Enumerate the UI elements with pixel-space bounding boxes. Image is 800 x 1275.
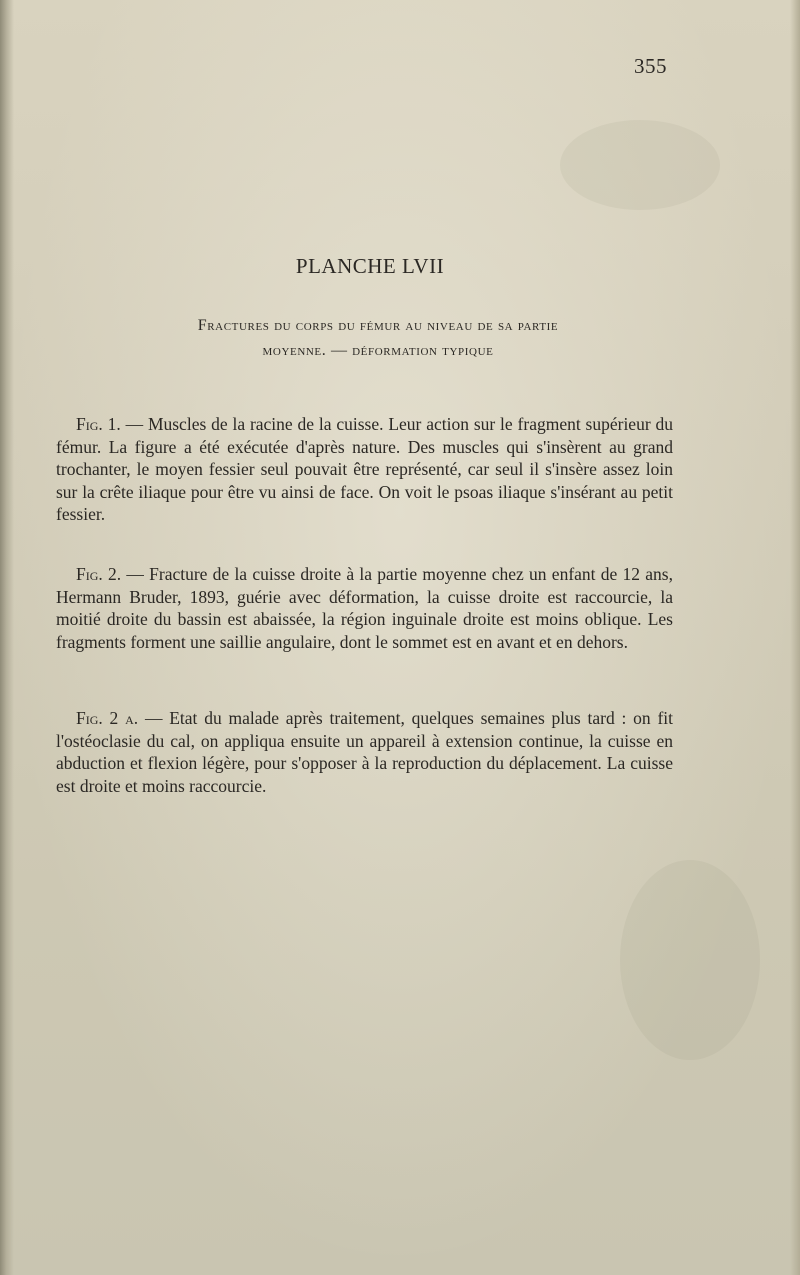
figure-caption-2 bbox=[56, 563, 673, 653]
paper-stain bbox=[560, 120, 720, 210]
caption-text: — Fracture de la cuisse droite à la partie moyenne chez un enfant de 12 ans, Hermann Bruder, 1893, guérie avec déformation, la cuisse droite est raccourcie, la moitié droite du bassin est abaissée, la région inguinale droite est moins oblique. Les fragments forment une saillie angulaire, dont le sommet est en avant et en dehors. bbox=[56, 564, 673, 652]
subtitle-line-1: Fractures du corps du fémur au niveau de sa partie bbox=[197, 317, 559, 334]
caption-text: — Muscles de la racine de la cuisse. Leur action sur le fragment supérieur du fémur. La figure a été exécutée d'après nature. Des muscles qui s'insèrent au grand trochanter, le moyen fessier seul pouvait être représenté, car seul il s'insère assez loin sur la crête iliaque pour être vu ainsi de face. On voit le psoas iliaque s'insérant au petit fessier. bbox=[56, 414, 673, 525]
caption-text: — Etat du malade après traitement, quelques semaines plus tard : on fit l'ostéoclasie du cal, on appliqua ensuite un appareil à extension continue, la cuisse en abduction et flexion légère, pour s'opposer à la reproduction du déplacement. La cuisse est droite et moins raccourcie. bbox=[56, 708, 674, 796]
figure-label: Fig. 2. bbox=[76, 564, 122, 584]
page-right-edge-shadow bbox=[790, 0, 800, 1275]
figure-caption-2a bbox=[56, 707, 673, 797]
plate-subtitle bbox=[78, 313, 678, 363]
page-left-edge-shadow bbox=[0, 0, 14, 1275]
subtitle-line-2: moyenne. — déformation typique bbox=[262, 342, 494, 359]
figure-label: Fig. 1. bbox=[76, 414, 121, 434]
plate-title: PLANCHE LVII bbox=[295, 254, 445, 278]
figure-caption-1 bbox=[56, 413, 673, 526]
figure-label: Fig. 2 a. bbox=[76, 708, 139, 728]
page-number: 355 bbox=[634, 54, 667, 78]
paper-stain bbox=[620, 860, 760, 1060]
